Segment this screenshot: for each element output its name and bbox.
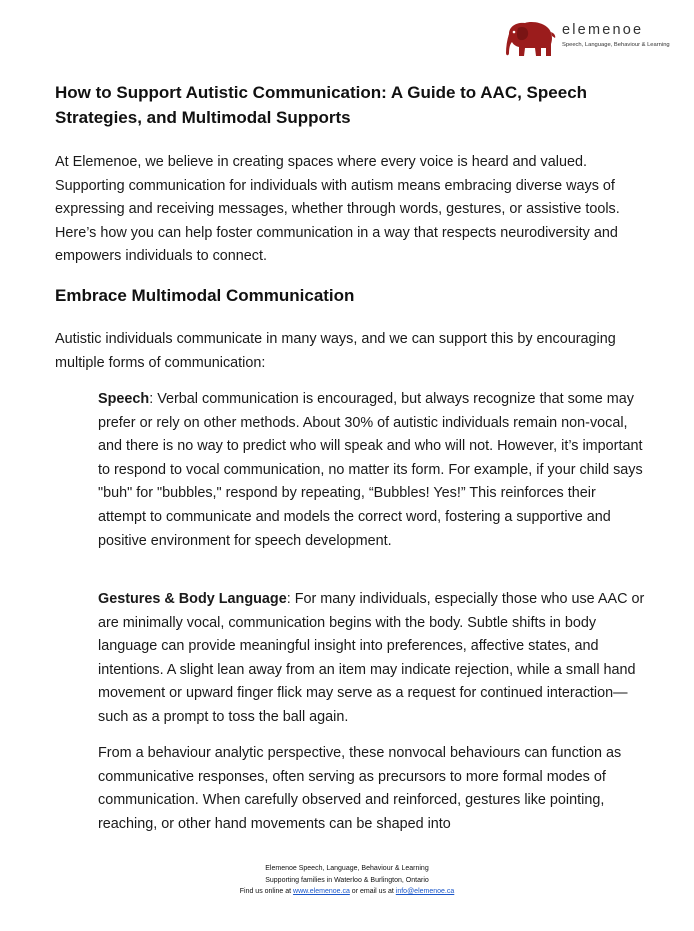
elephant-icon [501, 20, 557, 60]
page-footer [0, 863, 694, 898]
behaviour-paragraph: From a behaviour analytic perspective, these nonvocal behaviours can function as communicative responses, often serving as precursors to more formal modes of communication. When carefully observed and reinforced, gestures like pointing, reaching, or other hand movements can be shaped into [98, 745, 622, 832]
brand-name: elemenoe [562, 22, 644, 38]
speech-text: : Verbal communication is encouraged, but always recognize that some may prefer or rely on other methods. About 30% of autistic individuals remain non-vocal, and there is no way to predict who will speak and who will not. However, it’s important to respond to vocal communication, no matter its form. For example, if your child says "buh" for "bubbles," respond by repeating, “Bubbles! Yes!” This reinforces their attempt to communicate and models the correct word, fostering a supportive and positive environment for speech development. [98, 391, 643, 549]
page-title: How to Support Autistic Communication: A Guide to AAC, Speech Strategies, and Multimodal Supports [55, 83, 588, 127]
footer-find-prefix: Find us online at [239, 888, 294, 895]
footer-locations: Supporting families in Waterloo & Burlington, Ontario [265, 876, 429, 884]
email-link[interactable]: info@elemenoe.ca [395, 888, 455, 895]
section-heading: Embrace Multimodal Communication [55, 286, 355, 305]
website-link[interactable]: www.elemenoe.ca [293, 888, 350, 895]
gestures-term: Gestures & Body Language [98, 591, 287, 607]
gestures-paragraph [98, 588, 646, 730]
footer-contact [0, 886, 694, 898]
section-lead: Autistic individuals communicate in many ways, and we can support this by encouraging multiple forms of communication: [55, 331, 616, 371]
speech-paragraph [98, 388, 646, 553]
speech-term: Speech [98, 391, 150, 407]
intro-paragraph: At Elemenoe, we believe in creating spaces where every voice is heard and valued. Supporting communication for individuals with autism means embracing diverse ways of expressing and receiving messages, whether through words, gestures, or assistive tools. Here’s how you can help foster communication in a way that respects neurodiversity and empowers individuals to connect. [55, 154, 620, 265]
logo [501, 18, 691, 62]
brand-tagline: Speech, Language, Behaviour & Learning [562, 42, 670, 48]
footer-email-prefix: or email us at [349, 888, 396, 895]
footer-company: Elemenoe Speech, Language, Behaviour & Learning [265, 865, 429, 872]
gestures-text: : For many individuals, especially those who use AAC or are minimally vocal, communication begins with the body. Subtle shifts in body language can provide meaningful insight into preferences, affective states, and intentions. A slight lean away from an item may indicate rejection, while a small hand movement or upward finger flick may serve as a request for continued interaction—such as a prompt to toss the ball again. [98, 591, 645, 725]
